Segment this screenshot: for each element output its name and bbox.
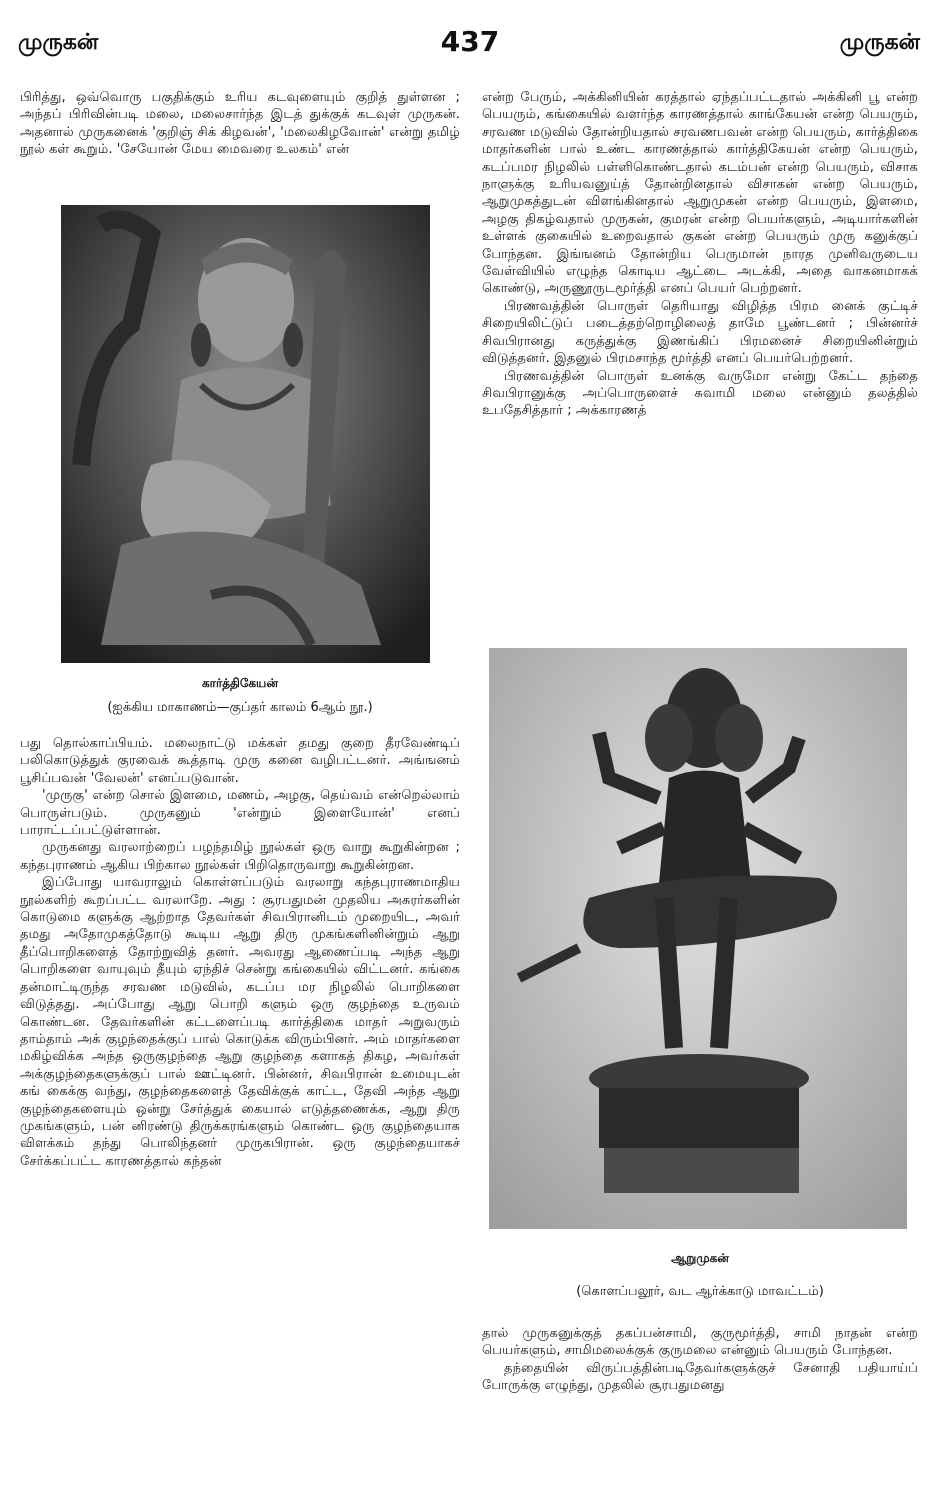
text-line: நாரத முனிவருடைய வேள்வியில் எழுந்த கொடிய <box>482 246 918 280</box>
header-right-title: முருகன் <box>839 30 920 55</box>
text-line: கனுக்குப் போந்தன. இங்ஙனம் தோன்றிய பெருமான் <box>482 229 918 262</box>
text-line: கைக்கு வந்து, குழந்தைகளைத் தேவிக்குக் காட்ட, <box>46 1084 354 1100</box>
text-line: என்ற பேரும், அக்கினியின் கரத்தால் ஏந்தப்பட்டதால் <box>482 90 813 105</box>
text-line: தனர். அவரது ஆணைப்படி அந்த ஆறு பொறிகளை <box>20 944 460 978</box>
text-line: பிரித்து, ஒவ்வொரு பகுதிக்கும் உரிய கடவுளையும் குறித் <box>20 90 398 105</box>
figure-arumugan-bronze <box>489 648 907 1229</box>
text-line: நாதன் என்ற பெயர்களும், சாமிமலைக்குக் குருமலை <box>482 1326 918 1359</box>
text-line: ஊட்டினர். பின்னர், சிவபிரான் உமையுடன் கங் <box>20 1066 461 1100</box>
text-line: கங்கை தன்மாட்டிருந்த சரவண மடுவில், கடப்ப மர <box>20 962 461 995</box>
text-line: விளக்கம் தந்து பொலிந்தனர் முருகபிரான். ஒரு <box>20 1136 375 1152</box>
text-line: னிரண்டு திருக்கரங்களும் கொண்ட ஒரு குழந்தையாக <box>131 1118 460 1134</box>
right-column-top-text <box>482 89 918 420</box>
text-line: னைக் குட்டிச் சிறையிலிட்டுப் படைத்தற்றொழிலைத் <box>482 298 918 332</box>
text-line: அவர் தமது அதோமுகத்தோடு கூடிய ஆறு திரு <box>20 910 460 943</box>
paragraph <box>20 787 460 839</box>
bronze-statue-image <box>489 648 907 1229</box>
text-line: இணங்கிப் பிரமனைச் சிறையினின்றும் விடுத்தனர். <box>482 333 918 367</box>
text-line: 'முருகு' என்ற சொல் இளமை, மணம், அழகு, <box>42 788 320 804</box>
text-line: துள்ளன ; அந்தப் பிரிவின்படி மலை, மலைசார்ந்த இடத் <box>20 90 460 123</box>
text-line: களாகத் திகழ, அவர்கள் அக்குழந்தைகளுக்குப் பால் <box>20 1049 460 1082</box>
text-line: அது : சூரபதுமன் முதலிய அசுரர்களின் கொடுமை <box>20 892 460 926</box>
text-line: மாதர்களை மகிழ்விக்க அந்த ஒருகுழந்தை ஆறு குழந்தை <box>20 1031 460 1065</box>
paragraph <box>482 89 918 298</box>
paragraph <box>482 298 918 368</box>
paragraph <box>20 874 460 1170</box>
text-line: கட்டளைப்படி கார்த்திகை மாதர் அறுவரும் தாம்தாம் <box>20 1014 460 1047</box>
text-line: பது தொல்காப்பியம். மலைநாட்டு மக்கள் தமது குறை <box>20 736 386 751</box>
text-line: என்ற பெயரும், இளமை, அழகு திகழ்வதால் முருகன், <box>482 194 918 227</box>
paragraph <box>20 839 460 874</box>
text-line: களுக்கு ஆற்றாத தேவர்கள் சிவபிரானிடம் முறையிட, <box>87 910 426 926</box>
right-column-bottom-text <box>482 1325 918 1395</box>
relief-sculpture-image <box>61 205 430 663</box>
left-column-bottom-text <box>20 735 460 1170</box>
text-line: வாயுவும் தீயும் ஏந்திச் சென்று கங்கையில் விட்டனர். <box>96 962 420 978</box>
text-line: தீரவேண்டிப் பலிகொடுத்துக் குரவைக் கூத்தாடி முரு <box>20 736 460 769</box>
text-line: தெய்வம் என்றெல்லாம் பொருள்படும். முருகனும் <box>20 788 460 821</box>
text-line: இப்போது யாவராலும் கொள்ளப்படும் வரலாறு <box>42 875 355 891</box>
paragraph <box>20 735 460 787</box>
text-line: கார்த்திகை மாதர்களின் பால் உண்ட காரணத்தால் <box>482 124 918 158</box>
text-line: குகையில் உறைவதால் குகன் என்ற பெயரும் முரு <box>535 229 865 245</box>
text-line: அருணூருடமூர்த்தி எனப் பெயர் பெற்றனர். <box>544 281 802 297</box>
text-line: பெயரும், ஆறுமுகத்துடன் விளங்கினதால் ஆறுமுகன் <box>482 177 918 210</box>
text-line: நிழலில் பொறிகளை விடுத்தது. அப்போது ஆறு பொறி <box>20 979 460 1013</box>
figure-karthikeyan-relief <box>61 205 430 663</box>
text-line: காரணத்தால் காங்கேயன் என்ற பெயரும், சரவண <box>482 107 918 140</box>
text-line: துக்குக் கடவுள் முருகன். அதனால் முருகனைக் 'குறிஞ் <box>20 107 460 140</box>
text-line: நாளுக்கு உரியவனுய்த் தோன்றினதால் விசாகன் என்ற <box>482 177 860 193</box>
text-line: பள்ளிகொண்டதால் கடம்பன் என்ற பெயரும், விசாக <box>596 159 918 175</box>
text-line: தேவி அந்த ஆறு குழந்தைகளையும் ஒன்று சேர்த்துக் <box>20 1084 461 1117</box>
paragraph <box>482 368 918 420</box>
text-line: ஆட்டை அடக்கி, அதை வாகனமாகக் கொண்டு, <box>482 264 918 297</box>
figure1-subtitle: (ஐக்கிய மாகாணம்—குப்தர் காலம் 6ஆம் நூ.) <box>107 700 373 715</box>
text-line: கேட்ட தந்தை சிவபிரானுக்கு அப்பொருளைச் சுவாமி <box>482 368 918 401</box>
text-line: குழந்தையாகச் சேர்க்கப்பட்ட காரணத்தால் கந்தன் <box>20 1136 460 1169</box>
text-line: பிரணவத்தின் பொருள் தெரியாது விழித்த பிரம <box>504 298 832 314</box>
text-line: கள் கூறும். 'சேயோன் மேய மைவரை உலகம்' என் <box>48 142 350 158</box>
text-line: பிரணவத்தின் பொருள் உனக்கு வருமோ என்று <box>504 368 829 384</box>
text-line: அக்கினி பூ என்ற பெயரும், கங்கையில் வளர்ந்த <box>482 90 919 123</box>
page-number: 437 <box>440 25 500 58</box>
text-line: குமரன் என்ற பெயர்களும், அடியார்களின் உள்ளக் <box>482 211 918 245</box>
text-line: தந்தையின் விருப்பத்தின்படிதேவர்களுக்குச் சேனாதி <box>504 1360 859 1376</box>
text-line: முருகனது வரலாற்றைப் பழந்தமிழ் நூல்கள் ஒரு <box>42 840 342 856</box>
figure2-title: ஆறுமுகன் <box>671 1251 729 1265</box>
paragraph <box>482 1360 918 1395</box>
text-line: கனை வழிபட்டனர். அங்ஙனம் பூசிப்பவன் 'வேலன்' <box>20 753 461 786</box>
left-column-top-text <box>20 89 460 159</box>
text-line: கையால் எடுத்தணைக்க, ஆறு திரு முகங்களும், பன் <box>20 1101 460 1134</box>
text-line: கந்தபுராணமாதிய நூல்களிற் கூறப்பட்ட வரலாறே. <box>20 875 460 908</box>
text-line: என்னும் பெயரும் போந்தன. <box>720 1343 893 1359</box>
text-line: களும் ஒரு குழந்தை உருவம் கொண்டன. தேவர்களின் <box>20 997 461 1030</box>
text-line: பதியாய்ப் போருக்கு எழுந்து, முதலில் சூரபதுமனது <box>482 1360 918 1394</box>
text-line: தாமே பூண்டனர் ; பின்னர்ச் சிவபிரானது கருத்துக்கு <box>482 316 918 349</box>
text-line: கார்த்திகேயன் என்ற பெயரும், கடப்பமர நிழலில் <box>482 142 918 175</box>
text-line: வாறு கூறுகின்றன ; கந்தபுராணம் ஆகிய பிற்கால <box>20 840 460 873</box>
header-left-title: முருகன் <box>18 30 99 55</box>
text-line: நூல்கள் பிறிதொருவாறு கூறுகின்றன. <box>195 857 415 873</box>
text-line: சிக் கிழவன்', 'மலைகிழவோன்' என்று தமிழ் நூல் <box>20 124 461 158</box>
figure2-subtitle: (கொளப்பலூர், வட ஆர்க்காடு மாவட்டம்) <box>576 1284 824 1299</box>
text-line: அக் குழந்தைக்குப் பால் கொடுக்க விரும்பினர். அம் <box>77 1031 395 1047</box>
text-line: தால் முருகனுக்குத் தகப்பன்சாமி, குருமூர்த்தி, சாமி <box>482 1326 836 1341</box>
text-line: எனப்படுவான். <box>147 770 239 786</box>
text-line: மடுவில் தோன்றியதால் சரவணபவன் என்ற பெயரும், <box>529 124 856 140</box>
text-line: மலை என்னும் தலத்தில் உபதேசித்தார் ; அக்காரணத் <box>482 385 918 419</box>
text-line: 'என்றும் இளையோன்' எனப் பாராட்டப்பட்டுள்ளான். <box>20 805 460 839</box>
text-line: இதனுல் பிரமசாந்த மூர்த்தி எனப் பெயர்பெற்றனர். <box>554 351 854 367</box>
paragraph <box>20 89 460 159</box>
text-line: முகங்களினின்றும் ஆறு தீப்பொறிகளைத் தோற்றுவித் <box>20 927 460 960</box>
paragraph <box>482 1325 918 1360</box>
figure1-title: கார்த்திகேயன் <box>202 676 278 690</box>
